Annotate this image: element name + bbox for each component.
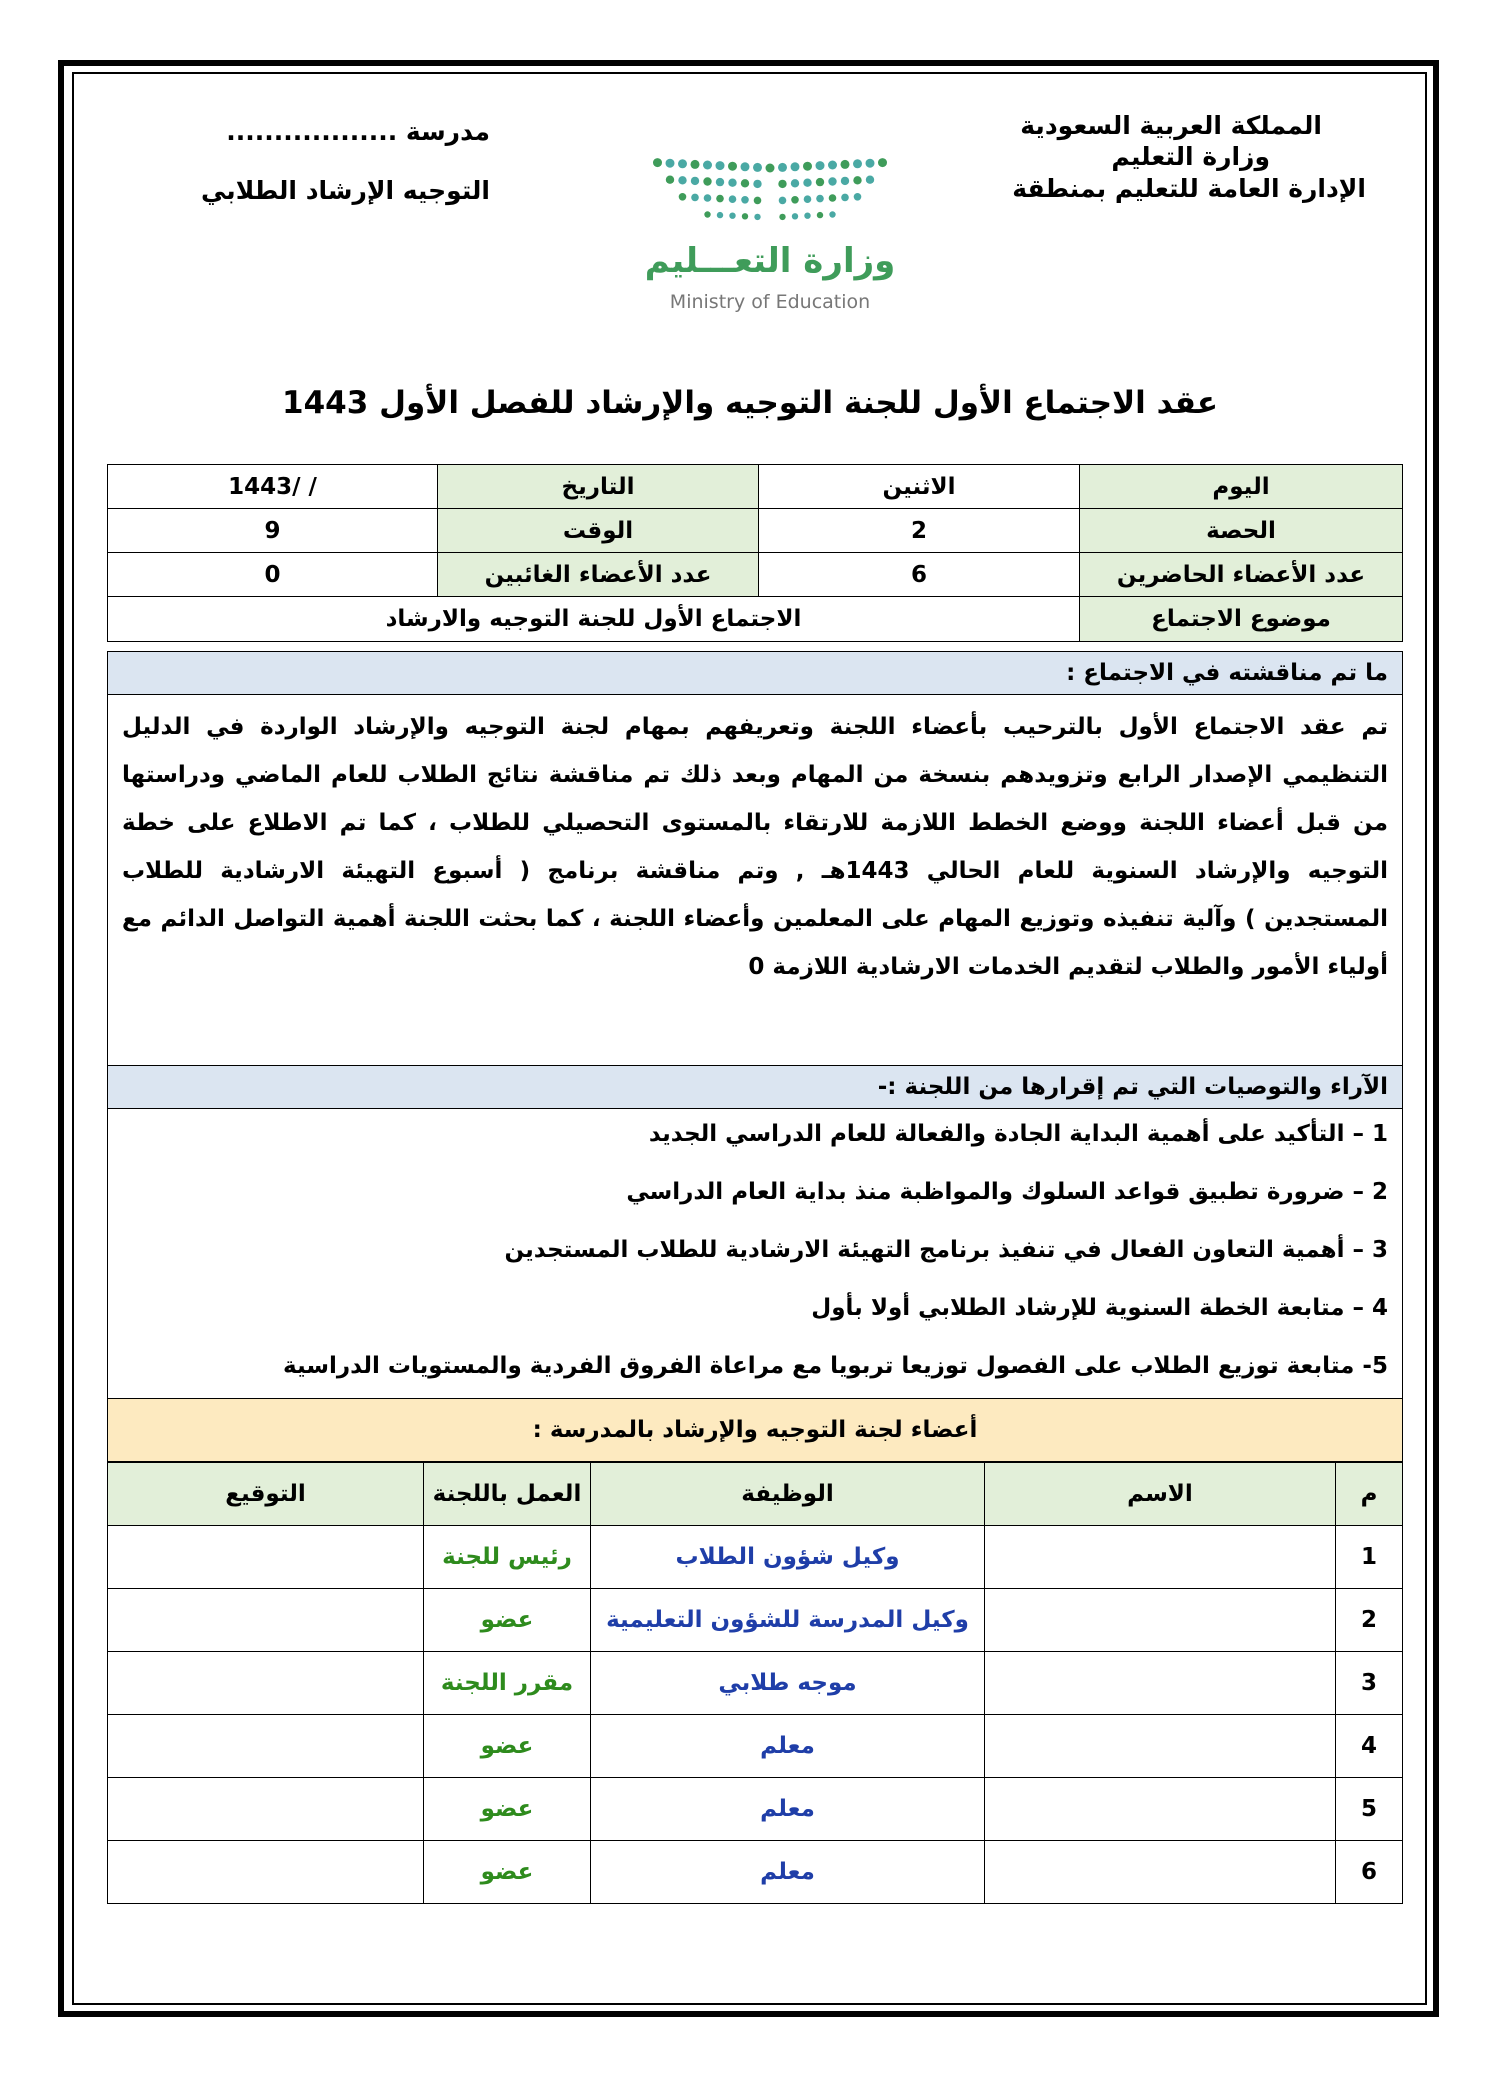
date-value: / /1443 [108,465,438,509]
present-value: 6 [759,553,1080,597]
logo-dot [803,162,812,171]
logo-dot [841,160,850,169]
date-label: التاريخ [438,465,759,509]
column-header: التوقيع [108,1463,424,1526]
logo-dot [703,161,712,170]
member-number: 2 [1336,1589,1403,1652]
member-number: 1 [1336,1526,1403,1589]
logo-dot [704,194,712,202]
administration-name: الإدارة العامة للتعليم بمنطقة [1012,173,1366,203]
logo-dot [816,161,825,170]
discussion-heading: ما تم مناقشته في الاجتماع : [107,651,1403,695]
member-role: عضو [424,1778,591,1841]
logo-dot [803,179,811,187]
member-role: عضو [424,1715,591,1778]
logo-dot [829,194,837,202]
info-row [108,597,1403,642]
table-row [108,1715,1403,1778]
day-value: الاثنين [759,465,1080,509]
member-role: عضو [424,1841,591,1904]
logo-dot [703,177,711,185]
school-name: مدرسة .................. [226,117,490,146]
logo-dot [866,176,874,184]
column-header: الوظيفة [591,1463,985,1526]
logo-dot [804,195,812,203]
logo-dot [704,211,710,217]
present-label: عدد الأعضاء الحاضرين [1080,553,1403,597]
logo-dot [716,195,724,203]
member-signature [108,1652,424,1715]
logo-dot [728,179,736,187]
recommendations-box [107,1109,1403,1398]
table-row [108,1589,1403,1652]
logo-dot [691,194,699,202]
logo-dot [791,162,800,171]
recommendation-item: 1 – التأكيد على أهمية البداية الجادة والفعالة للعام الدراسي الجديد [648,1121,1388,1147]
department-name: التوجيه الإرشاد الطلابي [201,176,490,206]
logo-english-text: Ministry of Education [669,291,871,313]
logo-dot [841,177,849,185]
period-value: 2 [759,509,1080,553]
recommendation-item: 3 – أهمية التعاون الفعال في تنفيذ برنامج التهيئة الارشادية للطلاب المستجدين [504,1237,1388,1263]
member-number: 6 [1336,1841,1403,1904]
member-job: معلم [591,1715,985,1778]
logo-dot [766,164,775,173]
member-name [985,1526,1336,1589]
member-name [985,1841,1336,1904]
logo-dot [792,213,798,219]
logo-dot [691,177,699,185]
logo-dot [853,176,861,184]
member-job: معلم [591,1841,985,1904]
members-table [107,1462,1403,1904]
logo-dot [753,180,761,188]
info-row [108,509,1403,553]
logo-dot [779,197,787,205]
logo-dot [741,162,750,171]
logo-dot [717,212,723,218]
logo-dot [691,160,700,169]
logo-dot [866,159,875,168]
recommendations-list [108,1109,1402,1399]
subject-value: الاجتماع الأول للجنة التوجيه والارشاد [108,597,1080,642]
member-number: 3 [1336,1652,1403,1715]
logo-dot [791,179,799,187]
logo-dot [754,214,760,220]
discussion-box [107,695,1403,1065]
header-ministry-block [920,110,1366,204]
logo-dot [853,159,862,168]
member-name [985,1778,1336,1841]
logo-dot [828,161,837,170]
header-school-block [170,116,490,207]
logo-dot [778,163,787,172]
members-header-row [108,1463,1403,1526]
logo-dot [678,176,686,184]
logo-dot [854,193,862,201]
logo-dot [742,213,748,219]
member-job: وكيل شؤون الطلاب [591,1526,985,1589]
logo-dot [741,179,749,187]
day-label: اليوم [1080,465,1403,509]
logo-dot [828,177,836,185]
logo-dot [679,193,687,201]
member-job: وكيل المدرسة للشؤون التعليمية [591,1589,985,1652]
table-row [108,1778,1403,1841]
member-number: 4 [1336,1715,1403,1778]
page-title: عقد الاجتماع الأول للجنة التوجيه والإرشاد للفصل الأول 1443 [282,385,1218,421]
discussion-text: تم عقد الاجتماع الأول بالترحيب بأعضاء اللجنة وتعريفهم بمهام لجنة التوجيه والإرشاد الواردة في الدليل التنظيمي الإصدار الرابع وتزويدهم بنسخة من المهام وبعد ذلك تم مناقشة نتائج الطلاب للعام الماضي ودراستها من قبل أعضاء اللجنة ووضع الخطط اللازمة للارتقاء بالمستوى التحصيلي للطلاب ، كما تم الاطلاع على خطة التوجيه والإرشاد السنوية للعام الحالي 1443هـ , وتم مناقشة برنامج ( أسبوع التهيئة الارشادية للطلاب المستجدين ) وآلية تنفيذه وتوزيع المهام على المعلمين وأعضاء اللجنة ، كما بحثت اللجنة أهمية التواصل الدائم مع أولياء الأمور والطلاب لتقديم الخدمات الارشادية اللازمة 0 [122,714,1388,980]
recommendation-item: 2 – ضرورة تطبيق قواعد السلوك والمواظبة منذ بداية العام الدراسي [626,1179,1388,1205]
period-label: الحصة [1080,509,1403,553]
ministry-name: وزارة التعليم [1111,142,1270,172]
logo-dot [816,178,824,186]
member-role: رئيس للجنة [424,1526,591,1589]
recommendation-item: 4 – متابعة الخطة السنوية للإرشاد الطلابي أولا بأول [811,1295,1388,1321]
members-heading: أعضاء لجنة التوجيه والإرشاد بالمدرسة : [107,1398,1403,1462]
logo-dot [728,162,737,171]
logo-dot [666,159,675,168]
logo-dot [804,213,810,219]
member-signature [108,1778,424,1841]
logo-dot [716,178,724,186]
member-role: عضو [424,1589,591,1652]
info-row [108,553,1403,597]
logo-arabic-text: وزارة التعـــليم [644,241,896,281]
column-header: الاسم [985,1463,1336,1526]
logo-dot [878,158,887,167]
absent-value: 0 [108,553,438,597]
column-header: م [1336,1463,1403,1526]
logo-dot [754,197,762,205]
logo-dot [653,158,662,167]
logo-dot [753,163,762,172]
member-signature [108,1589,424,1652]
subject-label: موضوع الاجتماع [1080,597,1403,642]
time-label: الوقت [438,509,759,553]
table-row [108,1526,1403,1589]
logo-dot [841,194,849,202]
logo-dot [779,214,785,220]
member-name [985,1589,1336,1652]
logo-dot [829,211,835,217]
member-name [985,1652,1336,1715]
column-header: العمل باللجنة [424,1463,591,1526]
logo-dot [716,161,725,170]
meeting-info-table [107,464,1403,642]
logo-dot [678,159,687,168]
member-number: 5 [1336,1778,1403,1841]
member-name [985,1715,1336,1778]
ministry-logo [640,150,900,320]
member-signature [108,1526,424,1589]
member-signature [108,1841,424,1904]
logo-dot [729,195,737,203]
member-job: معلم [591,1778,985,1841]
logo-dot [791,196,799,204]
recommendation-item: 5- متابعة توزيع الطلاب على الفصول توزيعا تربويا مع مراعاة الفروق الفردية والمستويات الدراسية [283,1353,1388,1379]
time-value: 9 [108,509,438,553]
logo-dot [666,176,674,184]
logo-dot [729,213,735,219]
ministry-logo-icon [640,150,900,320]
member-role: مقرر اللجنة [424,1652,591,1715]
logo-dot [816,195,824,203]
recommendations-heading: الآراء والتوصيات التي تم إقرارها من اللجنة :- [107,1065,1403,1109]
member-job: موجه طلابي [591,1652,985,1715]
table-row [108,1652,1403,1715]
info-row [108,465,1403,509]
kingdom-name: المملكة العربية السعودية [1020,111,1322,140]
logo-dot [741,196,749,204]
member-signature [108,1715,424,1778]
logo-dot [817,212,823,218]
table-row [108,1841,1403,1904]
logo-dot [778,180,786,188]
absent-label: عدد الأعضاء الغائبين [438,553,759,597]
